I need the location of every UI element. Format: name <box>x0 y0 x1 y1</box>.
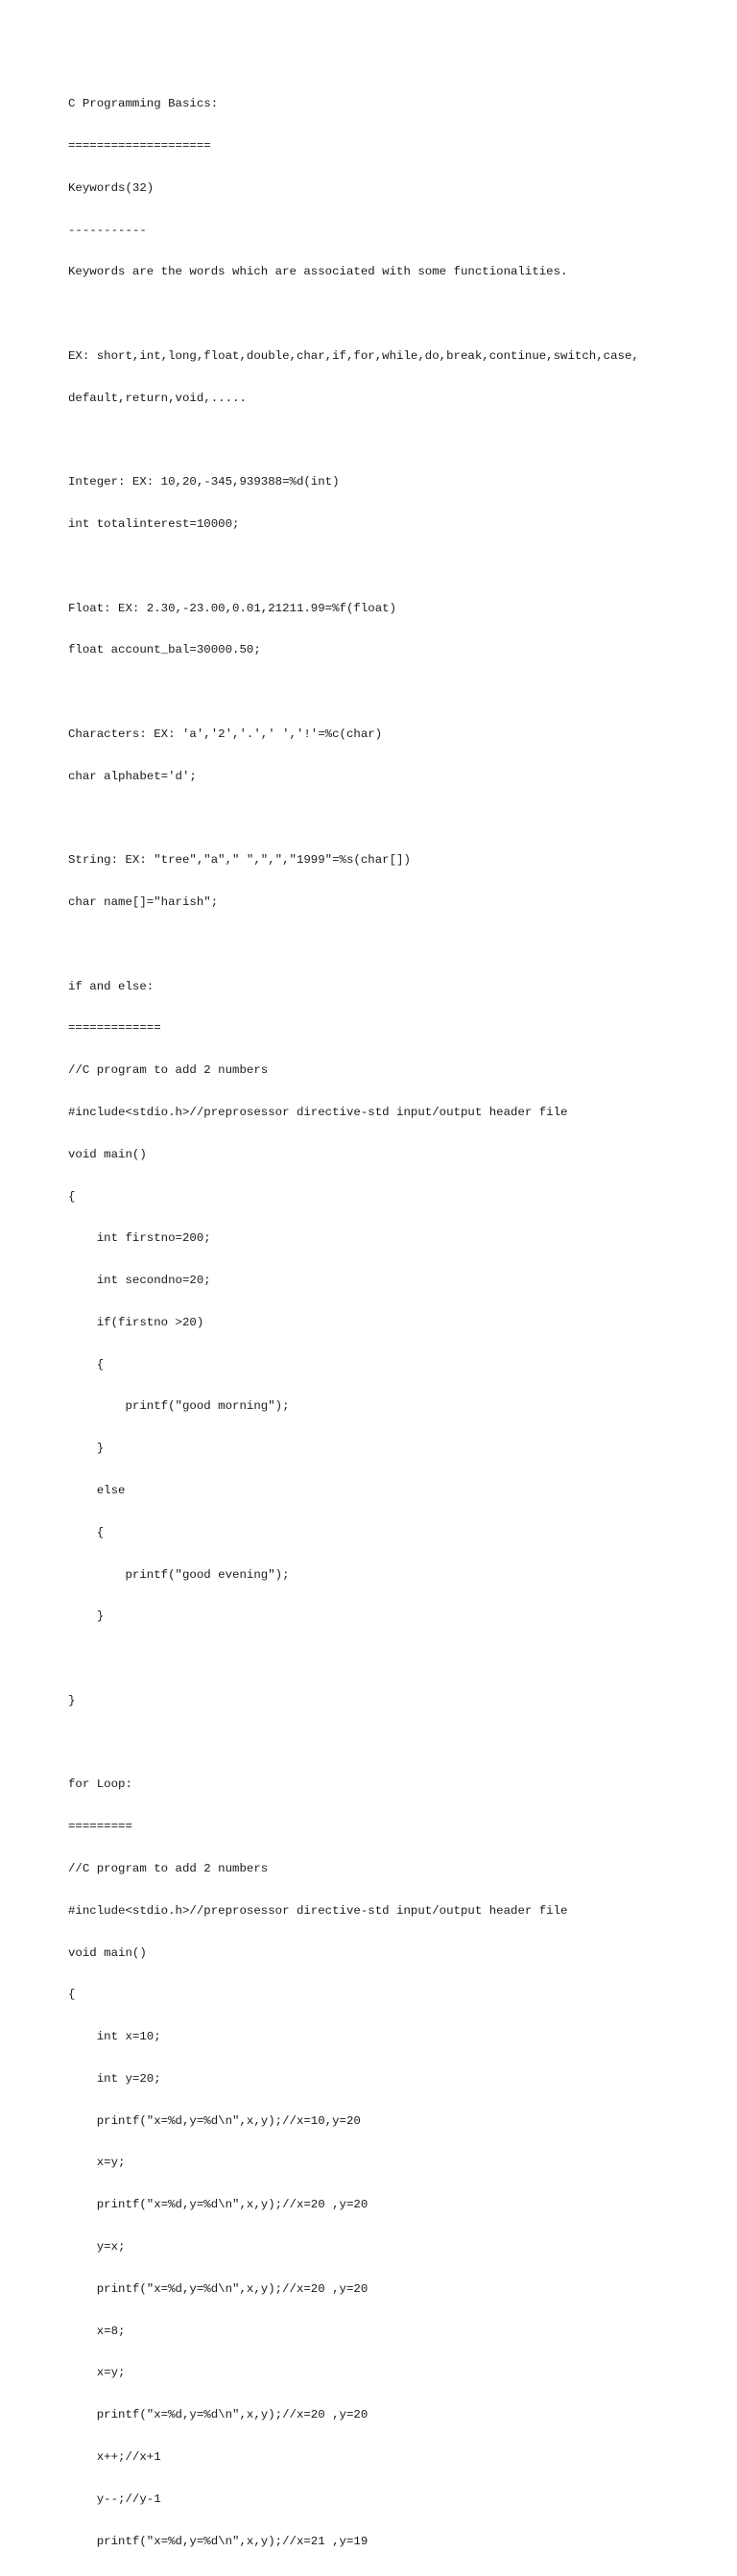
code-line: void main() <box>68 1945 147 1960</box>
code-line: else <box>68 1483 126 1497</box>
code-line: //C program to add 2 numbers <box>68 1862 269 1875</box>
code-line: void main() <box>68 1147 147 1161</box>
code-line: x=8; <box>68 2324 126 2338</box>
code-line: y--;//y-1 <box>68 2492 161 2506</box>
blank-line <box>68 685 639 700</box>
float-declaration: float account_bal=30000.50; <box>68 643 261 657</box>
blank-line <box>68 938 639 952</box>
code-line: printf("good evening"); <box>68 1567 290 1582</box>
code-line: x++;//x+1 <box>68 2449 161 2464</box>
code-line: } <box>68 1693 76 1707</box>
keywords-underline: ----------- <box>68 223 147 237</box>
code-line: { <box>68 1357 105 1371</box>
code-line: #include<stdio.h>//preprosessor directive-std input/output header file <box>68 1903 568 1918</box>
code-line: int x=10; <box>68 2030 161 2044</box>
code-line: printf("good morning"); <box>68 1399 290 1414</box>
characters-example: Characters: EX: 'a','2','.',' ','!'=%c(char) <box>68 727 383 741</box>
code-line: #include<stdio.h>//preprosessor directive-std input/output header file <box>68 1105 568 1119</box>
code-line: int firstno=200; <box>68 1231 211 1246</box>
blank-line <box>68 1652 639 1666</box>
blank-line <box>68 307 639 322</box>
code-line: x=y; <box>68 2156 126 2170</box>
doc-title: C Programming Basics: <box>68 97 219 111</box>
code-line: int y=20; <box>68 2071 161 2086</box>
blank-line <box>68 1736 639 1751</box>
code-line: //C program to add 2 numbers <box>68 1063 269 1078</box>
keywords-description: Keywords are the words which are associated with some functionalities. <box>68 265 568 279</box>
code-line: printf("x=%d,y=%d\n",x,y);//x=20 ,y=20 <box>68 2198 368 2212</box>
title-underline: ==================== <box>68 138 211 153</box>
document-text <box>68 69 639 2576</box>
code-line: printf("x=%d,y=%d\n",x,y);//x=21 ,y=19 <box>68 2534 368 2548</box>
code-line: y=x; <box>68 2240 126 2254</box>
keywords-example-line-1: EX: short,int,long,float,double,char,if,for,while,do,break,continue,switch,case, <box>68 348 639 363</box>
code-line: printf("x=%d,y=%d\n",x,y);//x=20 ,y=20 <box>68 2281 368 2296</box>
string-example: String: EX: "tree","a"," ",",","1999"=%s(char[]) <box>68 853 411 868</box>
code-line: int secondno=20; <box>68 1274 211 1288</box>
for-loop-underline: ========= <box>68 1820 132 1834</box>
integer-declaration: int totalinterest=10000; <box>68 517 240 531</box>
code-line: if(firstno >20) <box>68 1315 204 1329</box>
if-else-heading: if and else: <box>68 979 155 993</box>
code-line: { <box>68 1525 105 1539</box>
code-line: } <box>68 1442 105 1456</box>
code-line: { <box>68 1988 76 2002</box>
if-else-underline: ============= <box>68 1021 161 1036</box>
code-line: printf("x=%d,y=%d\n",x,y);//x=10,y=20 <box>68 2113 361 2128</box>
for-loop-heading: for Loop: <box>68 1777 132 1792</box>
blank-line <box>68 433 639 447</box>
char-declaration: char alphabet='d'; <box>68 769 197 783</box>
blank-line <box>68 811 639 825</box>
code-line: x=y; <box>68 2366 126 2380</box>
integer-example: Integer: EX: 10,20,-345,939388=%d(int) <box>68 475 340 489</box>
code-line: printf("x=%d,y=%d\n",x,y);//x=20 ,y=20 <box>68 2408 368 2422</box>
float-example: Float: EX: 2.30,-23.00,0.01,21211.99=%f(float) <box>68 601 397 615</box>
code-line: } <box>68 1610 105 1624</box>
blank-line <box>68 560 639 574</box>
keywords-heading: Keywords(32) <box>68 180 155 195</box>
string-declaration: char name[]="harish"; <box>68 895 219 910</box>
keywords-example-line-2: default,return,void,..... <box>68 391 247 405</box>
code-line: { <box>68 1189 76 1204</box>
